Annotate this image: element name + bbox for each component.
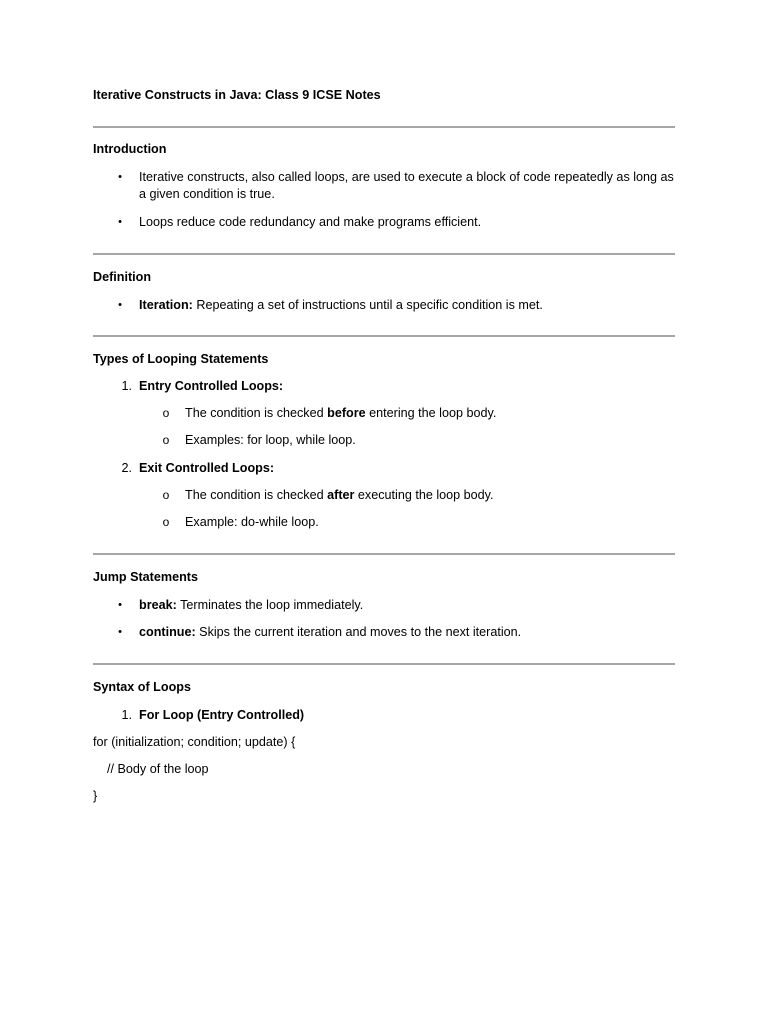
sub-list-item: [185, 487, 494, 504]
term-text: Skips the current iteration and moves to the next iteration.: [195, 625, 522, 639]
term-text: Repeating a set of instructions until a specific condition is met.: [192, 298, 543, 312]
code-line: // Body of the loop: [93, 762, 209, 776]
horizontal-rule: [93, 553, 675, 555]
list-item: Loops reduce code redundancy and make programs efficient.: [139, 215, 482, 229]
sub-list-item: Example: do-while loop.: [185, 515, 319, 529]
sub-text: The condition is checked: [185, 406, 328, 420]
term-text: Terminates the loop immediately.: [176, 598, 364, 612]
bullet-marker: •: [118, 171, 122, 183]
list-item: Entry Controlled Loops:: [139, 379, 284, 393]
sub-emphasis: after: [327, 488, 355, 502]
list-item: Exit Controlled Loops:: [139, 461, 275, 475]
list-number: 1.: [121, 708, 132, 722]
circle-marker: o: [162, 515, 170, 529]
types-heading: Types of Looping Statements: [93, 352, 269, 366]
term-label: continue:: [139, 625, 196, 639]
horizontal-rule: [93, 335, 675, 337]
introduction-heading: Introduction: [93, 142, 167, 156]
list-item: Iterative constructs, also called loops, are used to execute a block of code repeatedly as long as a given condition is true.: [139, 170, 674, 201]
sub-list-item: Examples: for loop, while loop.: [185, 433, 356, 447]
list-item: [139, 624, 521, 641]
jump-heading: Jump Statements: [93, 570, 198, 584]
list-item: For Loop (Entry Controlled): [139, 708, 305, 722]
sub-text: The condition is checked: [185, 488, 328, 502]
document-title: Iterative Constructs in Java: Class 9 ICSE Notes: [93, 88, 381, 102]
bullet-marker: •: [118, 626, 122, 638]
bullet-marker: •: [118, 599, 122, 611]
circle-marker: o: [162, 406, 170, 420]
list-number: 1.: [121, 379, 132, 393]
term-label: Iteration:: [139, 298, 193, 312]
code-line: }: [93, 789, 98, 803]
bullet-marker: •: [118, 216, 122, 228]
sub-emphasis: before: [327, 406, 366, 420]
circle-marker: o: [162, 433, 170, 447]
bullet-marker: •: [118, 299, 122, 311]
sub-list-item: [185, 405, 496, 422]
horizontal-rule: [93, 126, 675, 128]
horizontal-rule: [93, 253, 675, 255]
sub-text: executing the loop body.: [354, 488, 494, 502]
list-number: 2.: [121, 461, 132, 475]
code-line: for (initialization; condition; update) {: [93, 735, 296, 749]
term-label: break:: [139, 598, 177, 612]
definition-heading: Definition: [93, 270, 152, 284]
horizontal-rule: [93, 663, 675, 665]
sub-text: entering the loop body.: [365, 406, 497, 420]
list-item: [139, 297, 543, 314]
circle-marker: o: [162, 488, 170, 502]
list-item: [139, 597, 363, 614]
syntax-heading: Syntax of Loops: [93, 680, 191, 694]
